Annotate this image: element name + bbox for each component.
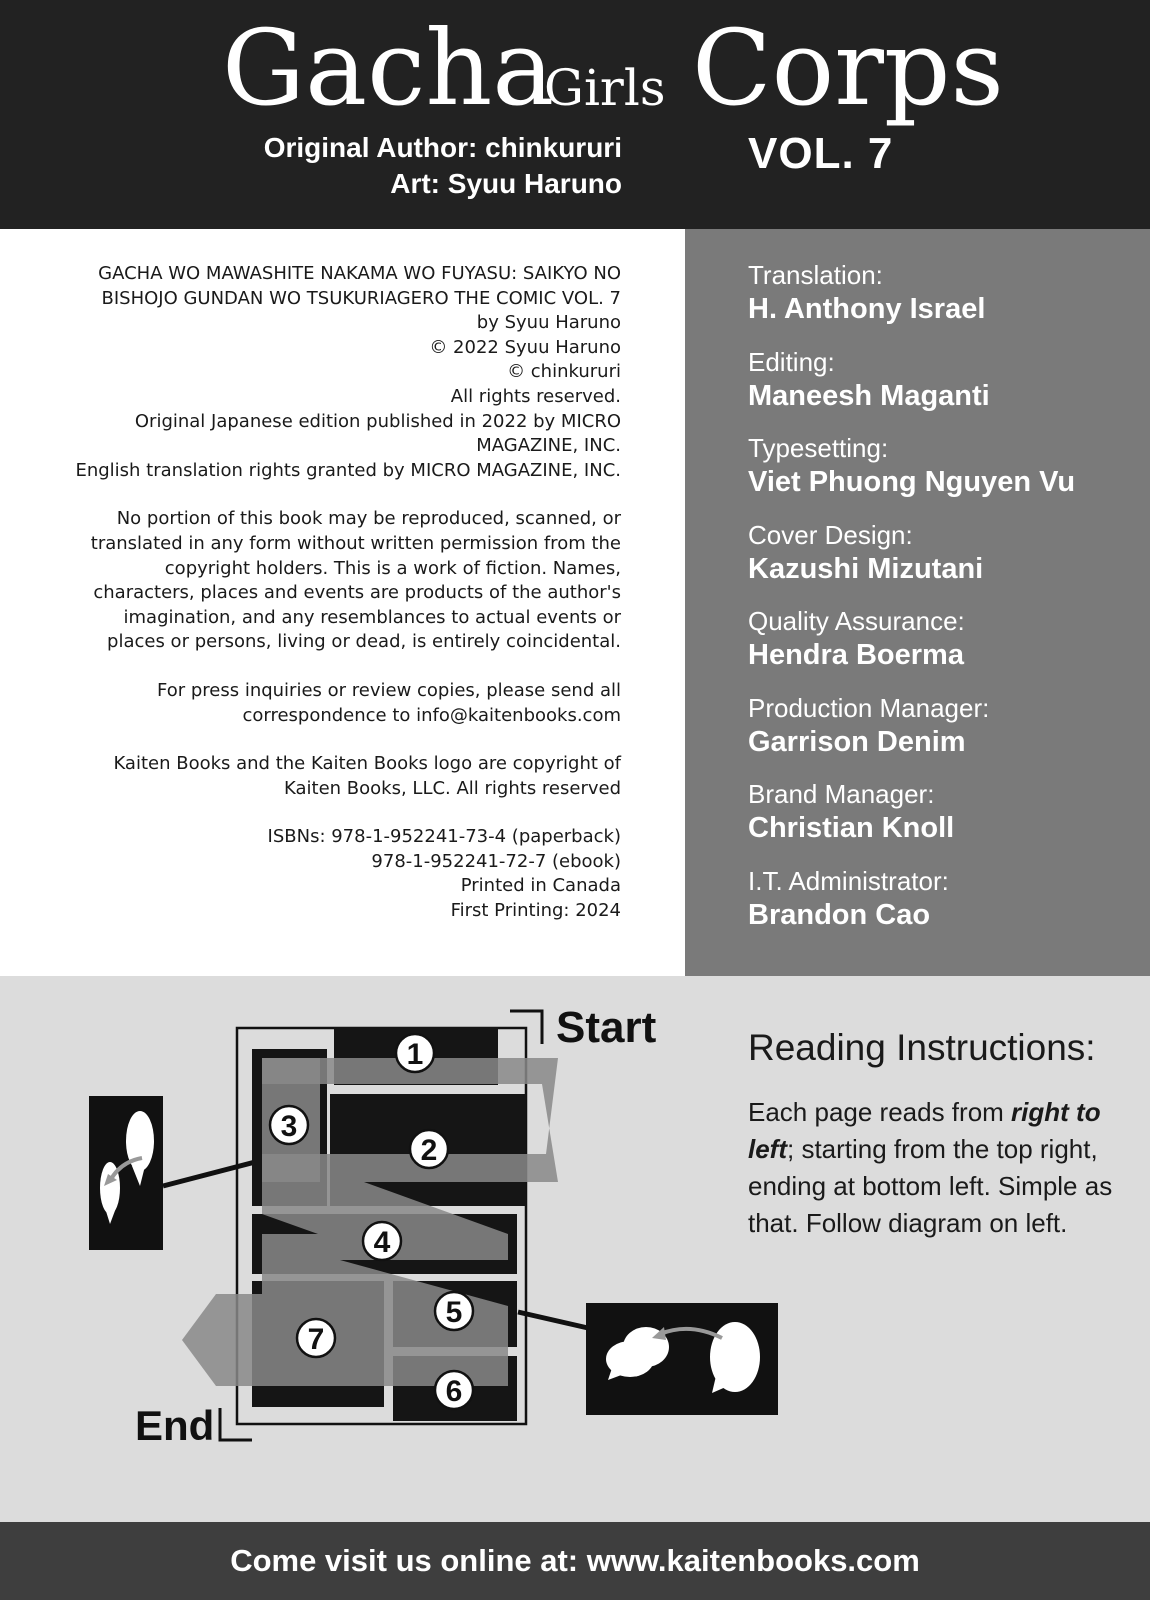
legal-line: © 2022 Syuu Haruno	[429, 336, 621, 358]
staff-role: Brand Manager:	[748, 779, 935, 809]
legal-line: translated in any form without written permission from the	[90, 532, 621, 554]
staff-role: Cover Design:	[748, 519, 913, 550]
reading-instructions-text	[748, 1094, 1120, 1242]
instruction-text: ; starting from the top right, ending at bottom left. Simple as that. Follow diagram on left.	[748, 1134, 1113, 1238]
callout-pointer-line	[518, 1312, 588, 1328]
start-label: Start	[556, 1003, 657, 1052]
legal-line: All rights reserved.	[450, 385, 621, 407]
staff-entry-production-manager	[748, 692, 1143, 779]
staff-name: Garrison Denim	[748, 725, 966, 758]
legal-line: Original Japanese edition published in 2022 by MICRO	[134, 410, 621, 432]
legal-line: First Printing: 2024	[450, 900, 621, 922]
legal-block-trademark	[60, 752, 621, 801]
footer-banner	[0, 1522, 1150, 1600]
panel-number-label: 7	[307, 1323, 325, 1356]
instruction-text: Each page reads from	[748, 1097, 1012, 1127]
staff-role: Editing:	[748, 346, 835, 377]
staff-entry-editing	[748, 346, 1143, 433]
staff-entry-translation	[748, 259, 1143, 346]
staff-list	[748, 259, 1143, 951]
panel-number-label: 5	[445, 1296, 463, 1329]
callout-pointer-line	[163, 1162, 255, 1186]
staff-entry-brand-manager	[748, 778, 1143, 865]
legal-line: Kaiten Books and the Kaiten Books logo are copyright of	[113, 753, 621, 775]
staff-name: Viet Phuong Nguyen Vu	[748, 466, 1076, 498]
staff-name: Christian Knoll	[748, 812, 955, 844]
reading-instructions-title: Reading Instructions:	[748, 1027, 1096, 1068]
bubble-inset-left	[89, 1096, 163, 1250]
staff-name: Brandon Cao	[748, 898, 931, 931]
legal-line: Printed in Canada	[460, 875, 621, 897]
legal-block-publication	[60, 262, 621, 483]
logo-word-girls: Girls	[544, 59, 666, 117]
legal-line: correspondence to info@kaitenbooks.com	[242, 704, 621, 726]
legal-line: by Syuu Haruno	[476, 312, 621, 334]
legal-line: characters, places and events are products of the author's	[93, 582, 621, 604]
original-author-line: Original Author: chinkururi	[263, 132, 622, 163]
art-line: Art: Syuu Haruno	[390, 168, 622, 199]
legal-block-press	[60, 679, 621, 728]
staff-entry-cover-design	[748, 519, 1143, 606]
staff-role: Translation:	[748, 260, 883, 290]
header	[0, 0, 1150, 229]
panel-number-label: 6	[445, 1375, 463, 1408]
legal-line: English translation rights granted by MICRO MAGAZINE, INC.	[75, 459, 621, 481]
creator-credits	[264, 130, 622, 202]
panel-number-label: 2	[420, 1134, 438, 1167]
staff-entry-quality-assurance	[748, 605, 1143, 692]
panel-number-label: 3	[280, 1110, 298, 1143]
panel-number-label: 1	[406, 1038, 424, 1071]
staff-name: Hendra Boerma	[748, 639, 964, 671]
legal-block-rights	[60, 507, 621, 655]
reading-instructions-section	[0, 976, 1150, 1522]
legal-line: ISBNs: 978-1-952241-73-4 (paperback)	[267, 826, 621, 848]
legal-line: Kaiten Books, LLC. All rights reserved	[284, 777, 621, 799]
legal-line: MAGAZINE, INC.	[476, 435, 621, 457]
end-label: End	[135, 1402, 215, 1449]
legal-line: For press inquiries or review copies, please send all	[156, 679, 621, 701]
reading-order-diagram	[0, 976, 800, 1522]
logo-word-corps: Corps	[692, 7, 1004, 129]
legal-line: GACHA WO MAWASHITE NAKAMA WO FUYASU: SAIKYO NO	[98, 263, 621, 284]
staff-name: H. Anthony Israel	[748, 293, 986, 325]
legal-line: BISHOJO GUNDAN WO TSUKURIAGERO THE COMIC VOL. 7	[101, 287, 621, 309]
staff-credits-panel	[685, 229, 1150, 976]
legal-line: imagination, and any resemblances to actual events or	[123, 606, 621, 628]
staff-role: Typesetting:	[748, 433, 889, 463]
panel-number-label: 4	[373, 1226, 391, 1259]
legal-line: © chinkururi	[507, 361, 621, 383]
legal-line: No portion of this book may be reproduced, scanned, or	[116, 508, 621, 530]
logo-word-gacha: Gacha	[222, 7, 555, 129]
legal-line: copyright holders. This is a work of fiction. Names,	[164, 557, 621, 579]
staff-name: Kazushi Mizutani	[748, 552, 984, 585]
legal-line: places or persons, living or dead, is entirely coincidental.	[107, 631, 621, 653]
staff-role: Quality Assurance:	[748, 606, 965, 636]
volume-number: VOL. 7	[748, 129, 894, 178]
staff-entry-typesetting	[748, 432, 1143, 519]
copyright-notice	[60, 262, 621, 948]
staff-entry-it-administrator	[748, 865, 1143, 952]
staff-name: Maneesh Maganti	[748, 379, 990, 412]
legal-block-isbn	[60, 825, 621, 923]
website-promo: Come visit us online at: www.kaitenbooks.com	[230, 1543, 920, 1578]
legal-line: 978-1-952241-72-7 (ebook)	[371, 850, 621, 872]
series-logo	[222, 7, 1004, 129]
staff-role: Production Manager:	[748, 692, 990, 723]
instruction-emphasis: right to left	[748, 1097, 1101, 1164]
staff-role: I.T. Administrator:	[748, 865, 949, 896]
